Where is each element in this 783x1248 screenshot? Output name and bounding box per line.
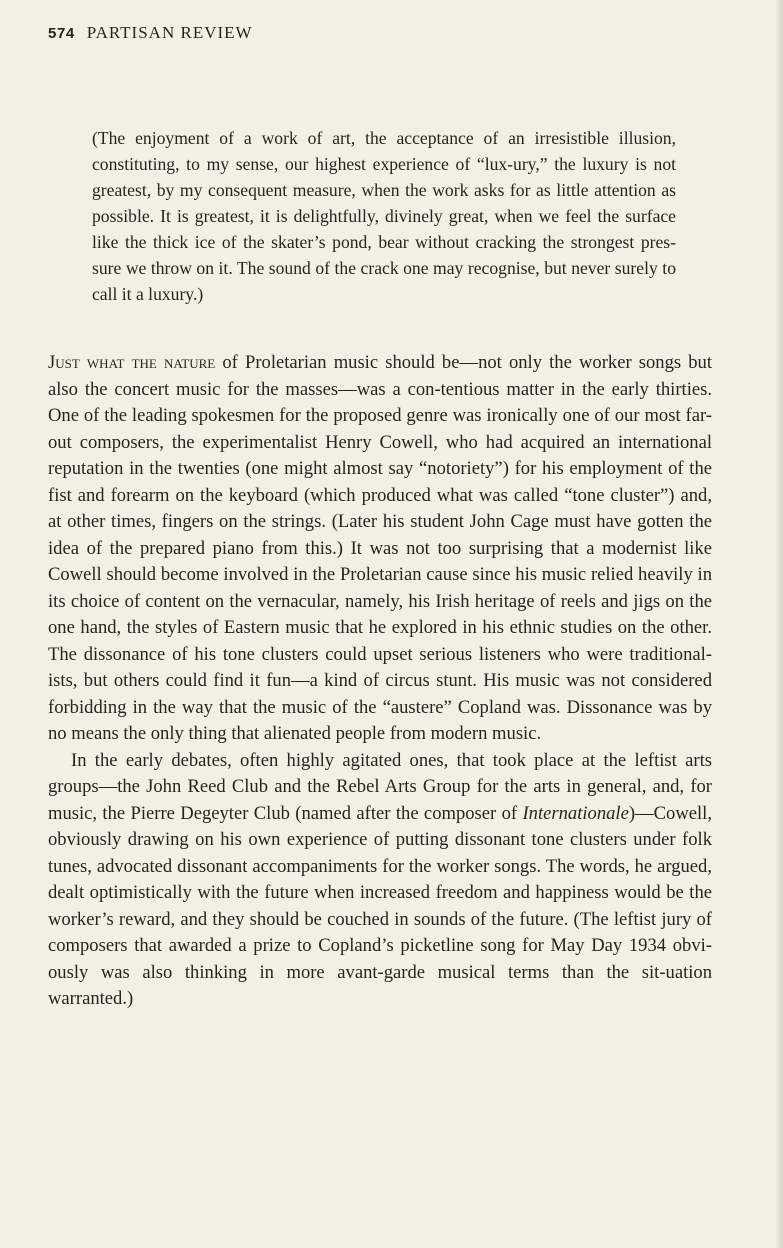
block-quote: (The enjoyment of a work of art, the acceptance of an irresistible illusion, constituting, to my sense, our highest experience of “lux-ury,” the luxury is not greatest, by my consequent measure, when the work asks for as little attention as possible. It is greatest, it is delightfully, divinely great, when we feel the surface like the thick ice of the skater’s pond, bear without cracking the strongest pres-sure we throw on it. The sound of the crack one may recognise, but never surely to call it a luxury.)	[92, 128, 676, 304]
page-edge-shadow	[775, 0, 783, 1248]
paragraph-1-lead-in: Just what the nature	[48, 352, 216, 373]
paragraph-1-text: of Proletarian music should be—not only the worker songs but also the concert music for the masses—was a con-tentious matter in the early thirties. One of the leading spokesmen for the proposed genre was ironically one of our most far-out composers, the experimentalist Henry Cowell, who had acquired an international reputation in the twenties (one might almost say “notoriety”) for his employment of the fist and forearm on the keyboard (which produced what was called “tone cluster”) and, at other times, fingers on the strings. (Later his student John Cage must have gotten the idea of the prepared piano from this.) It was not too surprising that a modernist like Cowell should become involved in the Proletarian cause since his music relied heavily in its choice of content on the vernacular, namely, his Irish heritage of reels and jigs on the one hand, the styles of Eastern music that he explored in his ethnic studies on the other. The dissonance of his tone clusters could upset serious listeners who were traditional-ists, but others could find it fun—a kind of circus stunt. His music was not considered forbidding in the way that the music of the “austere” Copland was. Dissonance was by no means the only thing that alienated people from modern music.	[48, 352, 712, 744]
paragraph-2-text-end: )—Cowell, obviously drawing on his own experience of putting dissonant tone clusters under folk tunes, advocated dissonant accompaniments for the worker songs. The words, he argued, dealt optimistically with the future when increased freedom and happiness would be the worker’s reward, and they should be couched in sounds of the future. (The leftist jury of composers that awarded a prize to Copland’s picketline song for May Day 1934 obvi-ously was also thinking in more avant-garde musical terms than the sit-uation warranted.)	[48, 802, 712, 1009]
paragraph-1	[48, 350, 712, 748]
article-body	[48, 350, 712, 1013]
page-number: 574	[48, 25, 75, 42]
paragraph-2-italic-title: Internationale	[522, 802, 629, 824]
paragraph-2	[48, 748, 712, 1013]
journal-title: PARTISAN REVIEW	[86, 23, 253, 42]
paragraph-2-text-start: In the early debates, often highly agitated ones, that took place at the leftist arts groups—the John Reed Club and the Rebel Arts Group for the arts in general, and, for music, the Pierre Degeyter Club (named after the composer of	[48, 749, 712, 824]
running-head	[48, 23, 253, 43]
